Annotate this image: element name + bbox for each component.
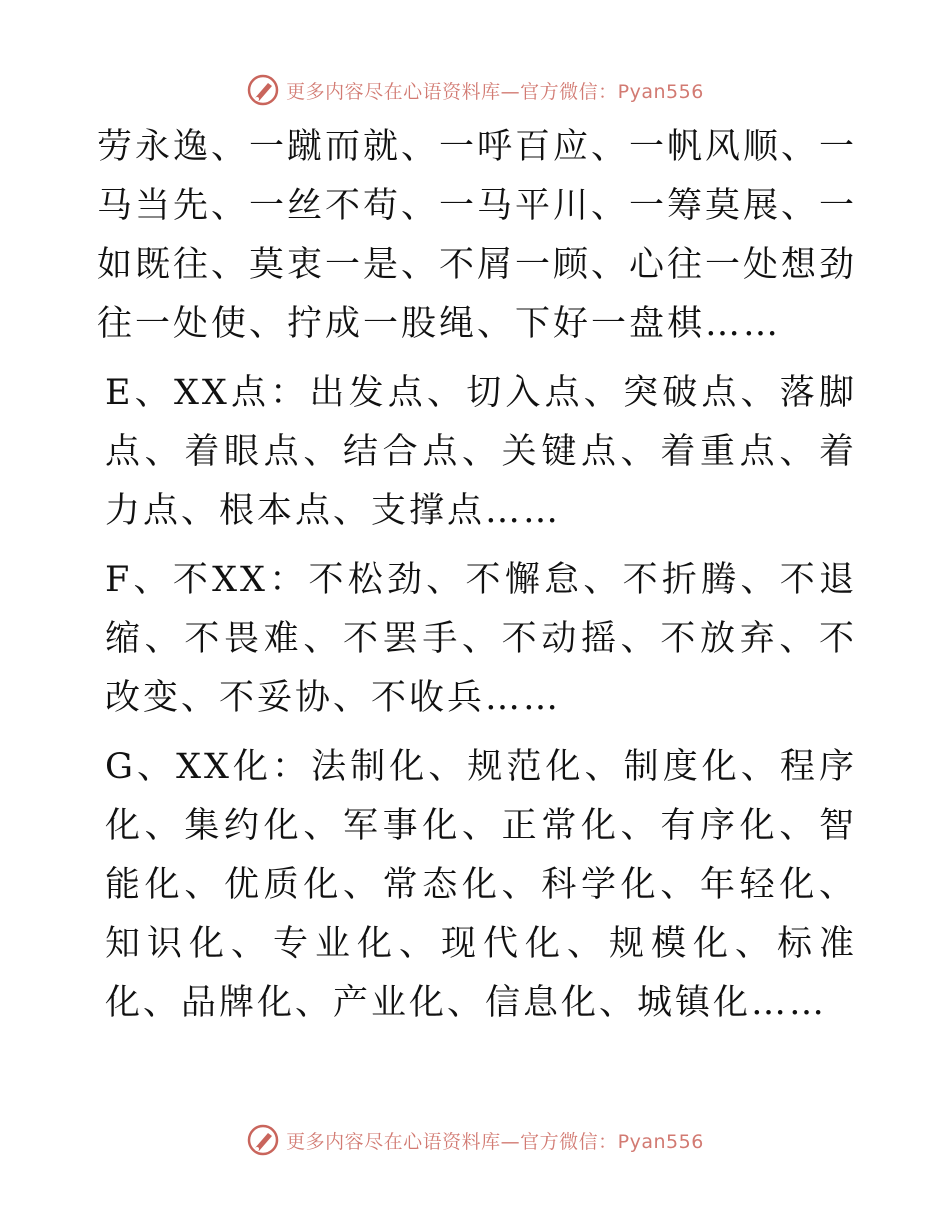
watermark-text: 更多内容尽在心语资料库—官方微信：Pyan556 bbox=[286, 1130, 704, 1153]
watermark-text: 更多内容尽在心语资料库—官方微信：Pyan556 bbox=[286, 80, 704, 103]
pen-logo-icon bbox=[246, 1123, 280, 1157]
paragraph-f-negations: F、不XX：不松劲、不懈怠、不折腾、不退缩、不畏难、不罢手、不动摇、不放弃、不改变、不妥协、不收兵…… bbox=[105, 560, 857, 718]
footer-watermark bbox=[0, 1120, 950, 1160]
document-body bbox=[97, 118, 857, 1043]
header-watermark bbox=[0, 70, 950, 110]
paragraph-e-points: E、XX点：出发点、切入点、突破点、落脚点、着眼点、结合点、关键点、着重点、着力点、根本点、支撑点…… bbox=[105, 373, 857, 531]
paragraph-idioms: 劳永逸、一蹴而就、一呼百应、一帆风顺、一马当先、一丝不苟、一马平川、一筹莫展、一如既往、莫衷一是、不屑一顾、心往一处想劲往一处使、拧成一股绳、下好一盘棋…… bbox=[97, 127, 858, 344]
paragraph-g-ization: G、XX化：法制化、规范化、制度化、程序化、集约化、军事化、正常化、有序化、智能化、优质化、常态化、科学化、年轻化、知识化、专业化、现代化、规模化、标准化、品牌化、产业化、信息化、城镇化…… bbox=[105, 747, 857, 1023]
pen-logo-icon bbox=[246, 73, 280, 107]
